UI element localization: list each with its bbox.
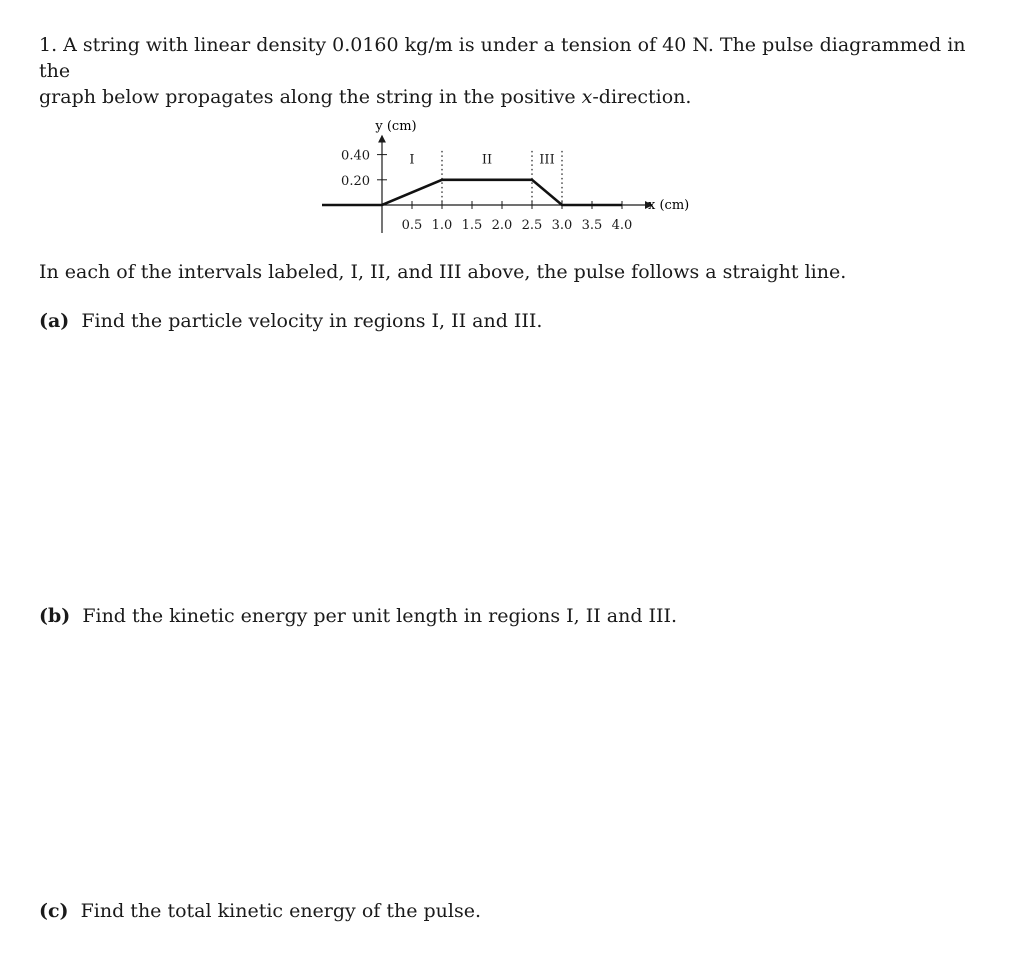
x-tick-label: 4.0: [611, 218, 633, 233]
x-tick-label: 3.0: [551, 218, 573, 233]
pulse-chart: [0, 0, 1024, 260]
problem-intro-line1: 1. A string with linear density 0.0160 kg/m is under a tension of 40 N. The pulse diagrammed in the: [39, 34, 966, 82]
intro-line2-prefix: graph below propagates along the string in the positive: [39, 86, 582, 108]
y-tick-label: 0.20: [341, 173, 370, 189]
pulse-figure: [0, 0, 1024, 260]
region-label: III: [539, 152, 555, 168]
intro-line2-suffix: -direction.: [592, 86, 692, 108]
part-b: [39, 603, 677, 629]
region-label: I: [409, 152, 415, 168]
part-a: [39, 308, 542, 334]
part-b-label: (b): [39, 605, 71, 627]
part-a-text: Find the particle velocity in regions I, II and III.: [81, 310, 543, 332]
intro-line2-var: x: [581, 86, 593, 108]
part-c: [39, 898, 481, 924]
statement-paragraph: In each of the intervals labeled, I, II, and III above, the pulse follows a straight line.: [39, 261, 847, 283]
x-tick-label: 3.5: [581, 218, 603, 233]
part-b-text: Find the kinetic energy per unit length in regions I, II and III.: [82, 605, 678, 627]
y-axis-label: y (cm): [375, 119, 417, 134]
part-a-label: (a): [39, 310, 70, 332]
y-tick-label: 0.40: [341, 148, 370, 164]
x-tick-label: 2.5: [521, 218, 543, 233]
x-tick-label: 1.5: [461, 218, 483, 233]
region-label: II: [481, 152, 493, 168]
x-tick-label: 1.0: [431, 218, 453, 233]
x-tick-label: 2.0: [491, 218, 513, 233]
part-c-label: (c): [39, 900, 69, 922]
part-c-text: Find the total kinetic energy of the pulse.: [80, 900, 482, 922]
x-tick-label: 0.5: [401, 218, 423, 233]
x-axis-label: x (cm): [648, 198, 690, 213]
